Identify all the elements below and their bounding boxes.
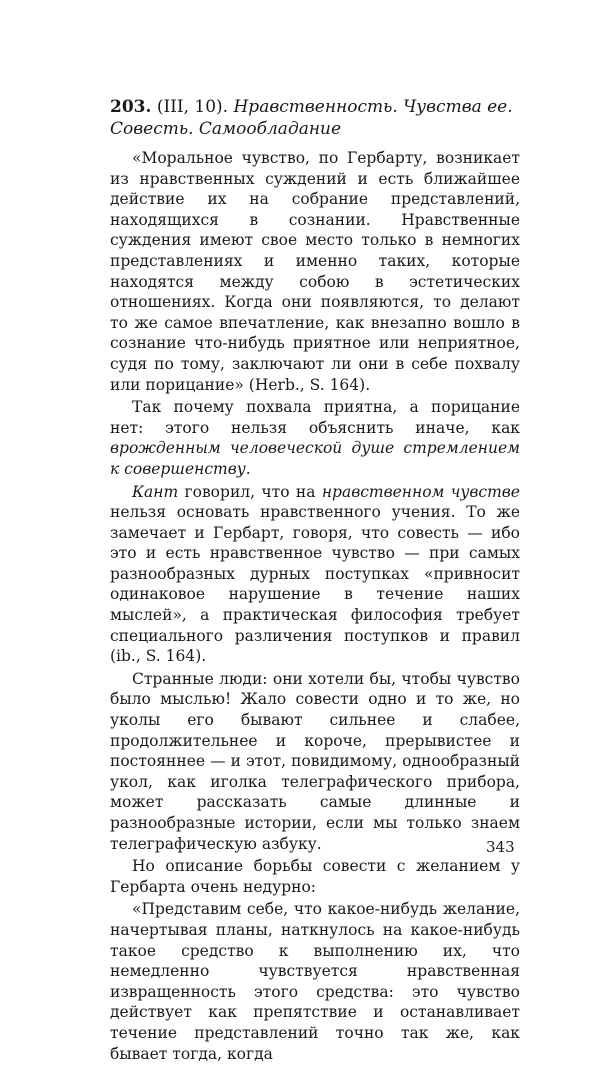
paragraph-6: «Представим себе, что какое-нибудь желание, начертывая планы, наткнулось на какое-нибудь такое средство к выполнению их, что немедленно чувствуется нравственная извращенность этого средства: это чувство действует как препятствие и останавливает течение представлений точно так же, как бывает тогда, когда bbox=[110, 900, 520, 1063]
paragraph-5: Но описание борьбы совести с желанием у Гербарта очень недурно: bbox=[110, 857, 520, 896]
body-text bbox=[110, 148, 520, 1066]
section-title: Нравственность. Чувства ее. Совесть. Самообладание bbox=[110, 97, 513, 139]
paragraph-2-text: Так почему похвала приятна, а порицание нет: этого нельзя объяснить иначе, как bbox=[110, 398, 520, 437]
section-number: 203. bbox=[110, 97, 152, 117]
section-heading bbox=[110, 96, 520, 140]
paragraph-3-italic: нравственном чувстве bbox=[321, 482, 520, 501]
page-number: 343 bbox=[486, 838, 515, 856]
paragraph-3-kant: Кант bbox=[132, 482, 179, 501]
paragraph-3-text-a: говорил, что на bbox=[178, 482, 322, 501]
paragraph-3-text-b: нельзя основать нравственного учения. То же замечает и Гербарт, говоря, что совесть — ибо это и есть нравственное чувство — при самых разнообразных дурных поступках «привносит одинаковое нарушение в течение наших мыслей», а практическая философия требует специального различения поступков и правил (ib., S. 164). bbox=[110, 503, 520, 666]
paragraph-4: Странные люди: они хотели бы, чтобы чувство было мыслью! Жало совести одно и то же, но уколы его бывают сильнее и слабее, продолжительнее и короче, прерывистее и постояннее — и этот, повидимому, однообразный укол, как иголка телеграфического прибора, может рассказать самые длинные и разнообразные истории, если мы только знаем телеграфическую азбуку. bbox=[110, 669, 520, 853]
paragraph-3 bbox=[110, 482, 520, 667]
paragraph-2-italic: врожденным человеческой душе стремлением к совершенству. bbox=[110, 439, 520, 478]
section-reference: (III, 10). bbox=[156, 97, 229, 117]
paragraph-1: «Моральное чувство, по Гербарту, возникает из нравственных суждений и есть ближайшее действие их на собрание представлений, находящихся в сознании. Нравственные суждения имеют свое место только в немногих представлениях и именно таких, которые находятся между собою в эстетических отношениях. Когда они появляются, то делают то же самое впечатление, как внезапно вошло в сознание что-нибудь приятное или неприятное, судя по тому, заключают ли они в себе похвалу или порицание» (Herb., S. 164). bbox=[110, 149, 520, 394]
paragraph-2 bbox=[110, 397, 520, 479]
